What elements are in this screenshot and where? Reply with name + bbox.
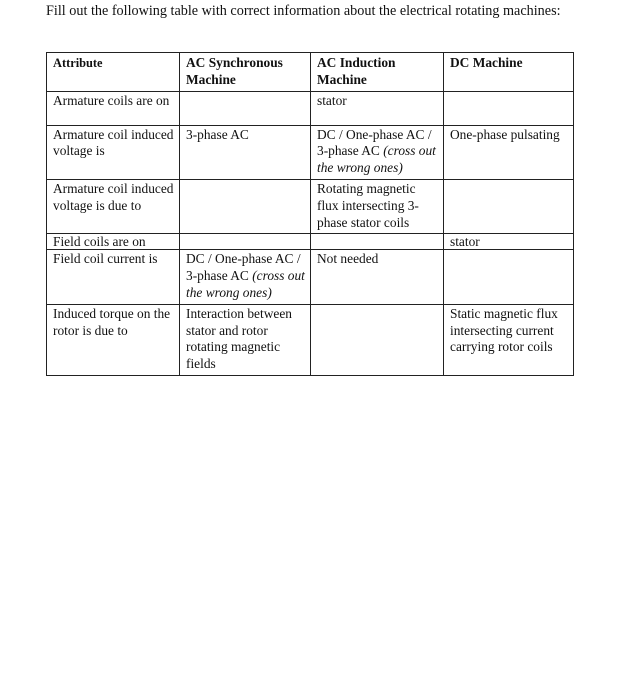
dc-machine-cell[interactable]: Static magnetic flux intersecting current carrying rotor coils bbox=[444, 304, 574, 375]
header-ac-induction: AC Induction Machine bbox=[311, 53, 444, 92]
dc-machine-cell[interactable]: One-phase pulsating bbox=[444, 125, 574, 179]
dc-machine-cell[interactable] bbox=[444, 250, 574, 304]
ac-synchronous-cell[interactable]: 3-phase AC bbox=[180, 125, 311, 179]
table-row bbox=[47, 179, 574, 233]
ac-synchronous-cell[interactable]: Interaction between stator and rotor rotating magnetic fields bbox=[180, 304, 311, 375]
header-attribute: Attribute bbox=[47, 53, 180, 92]
header-ac-synchronous: AC Synchronous Machine bbox=[180, 53, 311, 92]
table-row bbox=[47, 304, 574, 375]
dc-machine-cell[interactable] bbox=[444, 91, 574, 125]
ac-induction-cell[interactable]: stator bbox=[311, 91, 444, 125]
row-attribute-cell: Armature coil induced voltage is bbox=[47, 125, 180, 179]
ac-induction-cell[interactable]: DC / One-phase AC / 3-phase AC (cross out the wrong ones) bbox=[311, 125, 444, 179]
header-dc-machine: DC Machine bbox=[444, 53, 574, 92]
row-attribute-cell: Armature coils are on bbox=[47, 91, 180, 125]
table-row bbox=[47, 234, 574, 250]
machines-table bbox=[46, 52, 574, 376]
cross-out-note: (cross out the wrong ones) bbox=[186, 268, 305, 300]
dc-machine-cell[interactable] bbox=[444, 179, 574, 233]
table-row bbox=[47, 250, 574, 304]
row-attribute-cell: Armature coil induced voltage is due to bbox=[47, 179, 180, 233]
ac-synchronous-cell[interactable] bbox=[180, 91, 311, 125]
ac-synchronous-cell[interactable] bbox=[180, 234, 311, 250]
row-attribute-cell: Field coils are on bbox=[47, 234, 180, 250]
row-attribute-cell: Induced torque on the rotor is due to bbox=[47, 304, 180, 375]
ac-induction-cell[interactable]: Not needed bbox=[311, 250, 444, 304]
table-header-row bbox=[47, 53, 574, 92]
ac-synchronous-cell[interactable]: DC / One-phase AC / 3-phase AC (cross out the wrong ones) bbox=[180, 250, 311, 304]
ac-synchronous-cell[interactable] bbox=[180, 179, 311, 233]
ac-induction-cell[interactable] bbox=[311, 304, 444, 375]
table-row bbox=[47, 91, 574, 125]
ac-induction-cell[interactable]: Rotating magnetic flux intersecting 3-phase stator coils bbox=[311, 179, 444, 233]
row-attribute-cell: Field coil current is bbox=[47, 250, 180, 304]
dc-machine-cell[interactable]: stator bbox=[444, 234, 574, 250]
instructions-text: Fill out the following table with correct information about the electrical rotating machines: bbox=[46, 3, 561, 19]
table-row bbox=[47, 125, 574, 179]
ac-induction-cell[interactable] bbox=[311, 234, 444, 250]
cross-out-note: (cross out the wrong ones) bbox=[317, 143, 436, 176]
